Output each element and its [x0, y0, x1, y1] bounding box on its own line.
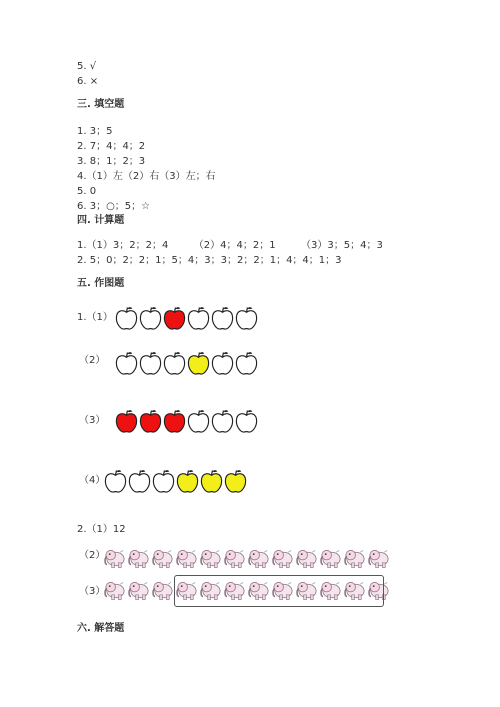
elephant-icon	[223, 546, 246, 570]
apple-row-4	[104, 468, 248, 494]
apple-icon	[187, 305, 210, 331]
fill-line-6: 6. 3；○；5；☆	[77, 201, 151, 212]
calc-line-1: 1.（1）3；2；2；4 （2）4；4；2；1 （3）3；5；4；3	[77, 240, 383, 251]
apple-icon	[128, 468, 151, 494]
section-6-heading: 六. 解答题	[77, 623, 125, 634]
elephant-icon	[247, 546, 270, 570]
apple-icon	[200, 468, 223, 494]
elephant-icon	[127, 578, 150, 602]
apple-icon	[211, 350, 234, 376]
answer-6: 6. ×	[77, 76, 99, 87]
apple-icon	[104, 468, 127, 494]
elephant-icon	[343, 546, 366, 570]
circled-group-frame	[174, 575, 384, 607]
elephant-icon	[175, 546, 198, 570]
section-3-heading: 三. 填空题	[77, 99, 125, 110]
elephant-icon	[199, 546, 222, 570]
elephant-row-1	[103, 546, 391, 570]
apple-row-2	[115, 350, 259, 376]
elephant-icon	[271, 546, 294, 570]
q1-label-1: 1.（1）	[77, 312, 113, 323]
elephant-icon	[319, 546, 342, 570]
apple-icon	[139, 305, 162, 331]
apple-icon	[211, 305, 234, 331]
fill-line-1: 1. 3；5	[77, 126, 113, 137]
fill-line-2: 2. 7；4；4；2	[77, 141, 146, 152]
elephant-icon	[151, 546, 174, 570]
apple-icon	[235, 350, 258, 376]
apple-icon	[163, 305, 186, 331]
fill-line-5: 5. 0	[77, 186, 97, 197]
apple-icon	[224, 468, 247, 494]
apple-icon	[235, 305, 258, 331]
apple-icon	[176, 468, 199, 494]
answer-5: 5. √	[77, 61, 97, 72]
q1-label-2: （2）	[79, 355, 106, 366]
apple-icon	[152, 468, 175, 494]
apple-icon	[115, 305, 138, 331]
elephant-icon	[103, 546, 126, 570]
section-4-heading: 四. 计算题	[77, 215, 125, 226]
q2-label-1: 2.（1）12	[77, 524, 126, 535]
elephant-icon	[103, 578, 126, 602]
apple-row-1	[115, 305, 259, 331]
apple-icon	[211, 408, 234, 434]
calc-line-2: 2. 5；0；2；2；1；5；4；3；3；2；2；1；4；4；1；3	[77, 255, 342, 266]
apple-icon	[187, 350, 210, 376]
fill-line-3: 3. 8；1；2；3	[77, 156, 146, 167]
apple-icon	[139, 350, 162, 376]
apple-icon	[235, 408, 258, 434]
q1-label-3: （3）	[79, 415, 106, 426]
apple-icon	[163, 408, 186, 434]
apple-icon	[163, 350, 186, 376]
apple-icon	[115, 350, 138, 376]
apple-icon	[115, 408, 138, 434]
apple-icon	[187, 408, 210, 434]
apple-icon	[139, 408, 162, 434]
q2-label-3: （3）	[79, 586, 106, 597]
fill-line-4: 4.（1）左（2）右（3）左；右	[77, 171, 216, 182]
section-5-heading: 五. 作图题	[77, 278, 125, 289]
apple-row-3	[115, 408, 259, 434]
elephant-icon	[151, 578, 174, 602]
elephant-icon	[127, 546, 150, 570]
elephant-icon	[295, 546, 318, 570]
elephant-icon	[367, 546, 390, 570]
q2-label-2: （2）	[79, 550, 106, 561]
q1-label-4: （4）	[79, 475, 106, 486]
